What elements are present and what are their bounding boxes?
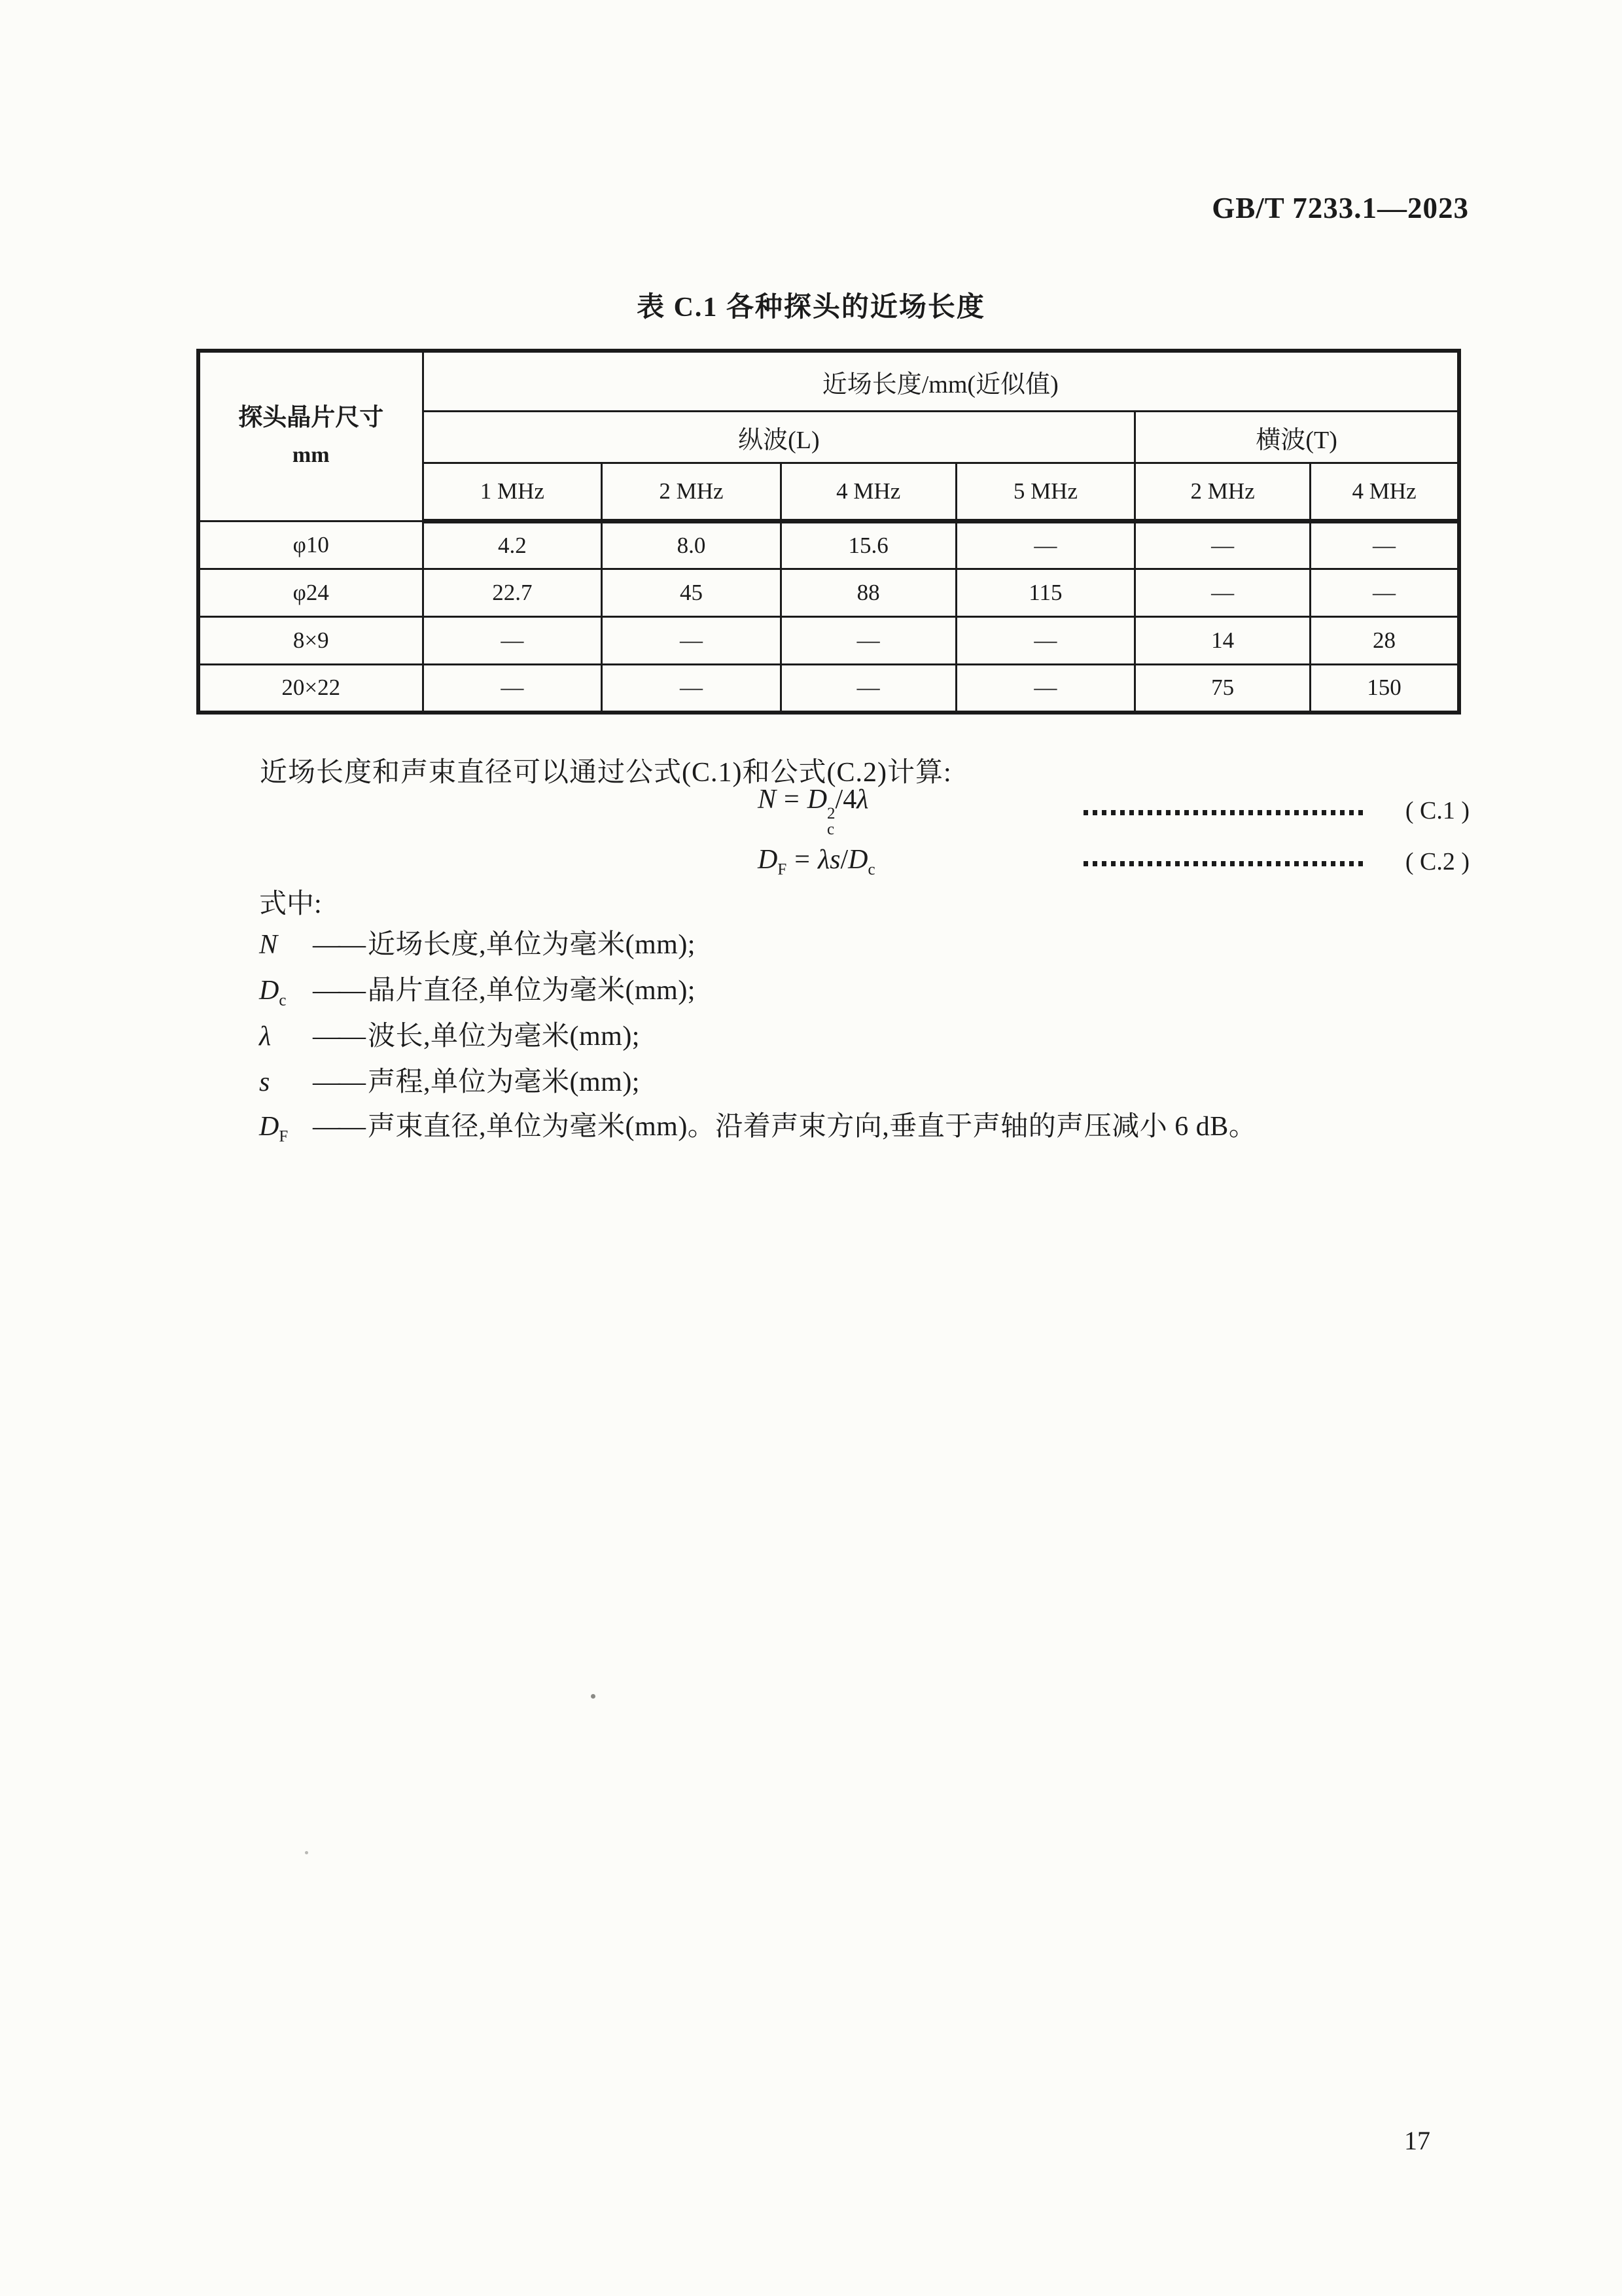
group-header-near-field: 近场长度/mm(近似值) [423, 351, 1459, 412]
freq-header: 5 MHz [956, 463, 1135, 521]
definition-item [259, 1104, 1437, 1146]
definition-description: 波长,单位为毫米(mm); [368, 1021, 640, 1051]
freq-header: 4 MHz [1311, 463, 1459, 521]
formula-c2 [758, 839, 1470, 885]
value-cell: — [1135, 521, 1311, 569]
definition-item [259, 1060, 1437, 1101]
value-cell: — [602, 617, 781, 665]
definition-dash: —— [313, 930, 364, 960]
definition-dash: —— [313, 976, 364, 1006]
definition-dash: —— [313, 1021, 364, 1051]
value-cell: 150 [1311, 665, 1459, 713]
value-cell: — [423, 617, 602, 665]
scan-speck [591, 1694, 595, 1699]
table-row [198, 569, 1459, 617]
value-cell: 4.2 [423, 521, 602, 569]
table-row [198, 521, 1459, 569]
freq-header: 4 MHz [781, 463, 956, 521]
definition-item [259, 923, 1437, 964]
definition-symbol: $D_F$ [259, 1112, 289, 1146]
dotted-leader [1084, 810, 1366, 815]
definition-dash: —— [313, 1067, 364, 1097]
intro-paragraph: 近场长度和声束直径可以通过公式(C.1)和公式(C.2)计算: [260, 758, 952, 788]
row-size-cell: φ24 [198, 569, 423, 617]
definition-symbol: $D_c$ [259, 976, 287, 1010]
definition-symbol: N [259, 930, 278, 960]
definition-description: 声束直径,单位为毫米(mm)。沿着声束方向,垂直于声轴的声压减小 6 dB。 [368, 1112, 1257, 1142]
row-size-cell: 8×9 [198, 617, 423, 665]
definition-description: 晶片直径,单位为毫米(mm); [368, 976, 696, 1006]
corner-header-line2: mm [292, 442, 330, 467]
subgroup-longitudinal: 纵波(L) [423, 412, 1135, 463]
freq-header: 2 MHz [602, 463, 781, 521]
doc-number: GB/T 7233.1—2023 [1212, 192, 1469, 224]
table-title: 表 C.1 各种探头的近场长度 [637, 292, 985, 323]
scan-speck [305, 1851, 308, 1854]
definition-item [259, 968, 1437, 1010]
value-cell: — [956, 617, 1135, 665]
definition-description: 声程,单位为毫米(mm); [368, 1067, 640, 1097]
value-cell: — [423, 665, 602, 713]
definition-symbol: λ [259, 1021, 272, 1051]
value-cell: 75 [1135, 665, 1311, 713]
table-row [198, 617, 1459, 665]
value-cell: 28 [1311, 617, 1459, 665]
value-cell: 22.7 [423, 569, 602, 617]
value-cell: 45 [602, 569, 781, 617]
value-cell: — [602, 665, 781, 713]
formula-c1-expression: N = D 2 c /4λ [758, 785, 869, 838]
formula-c1-label: ( C.1 ) [1405, 797, 1470, 824]
value-cell: — [781, 617, 956, 665]
subgroup-transverse: 横波(T) [1135, 412, 1459, 463]
where-label: 式中: [259, 889, 322, 919]
row-size-cell: φ10 [198, 521, 423, 569]
value-cell: 15.6 [781, 521, 956, 569]
table-row [198, 665, 1459, 713]
definition-item [259, 1014, 1437, 1055]
value-cell: — [956, 665, 1135, 713]
corner-header [198, 351, 423, 521]
dotted-leader [1084, 861, 1366, 866]
value-cell: — [1311, 569, 1459, 617]
definition-dash: —— [313, 1112, 364, 1142]
value-cell: — [956, 521, 1135, 569]
value-cell: 88 [781, 569, 956, 617]
formula-c2-label: ( C.2 ) [1405, 848, 1470, 875]
formula-c2-expression: $D_F = \lambda s/D_c$ [758, 845, 875, 879]
freq-header: 2 MHz [1135, 463, 1311, 521]
definition-symbol: s [259, 1067, 270, 1097]
near-field-table [196, 349, 1461, 715]
formula-c1 [758, 785, 1470, 838]
value-cell: — [781, 665, 956, 713]
value-cell: 14 [1135, 617, 1311, 665]
value-cell: 115 [956, 569, 1135, 617]
value-cell: — [1311, 521, 1459, 569]
corner-header-line1: 探头晶片尺寸 [238, 404, 384, 432]
definition-description: 近场长度,单位为毫米(mm); [368, 930, 696, 960]
value-cell: — [1135, 569, 1311, 617]
value-cell: 8.0 [602, 521, 781, 569]
page-number: 17 [1404, 2126, 1430, 2155]
row-size-cell: 20×22 [198, 665, 423, 713]
freq-header: 1 MHz [423, 463, 602, 521]
